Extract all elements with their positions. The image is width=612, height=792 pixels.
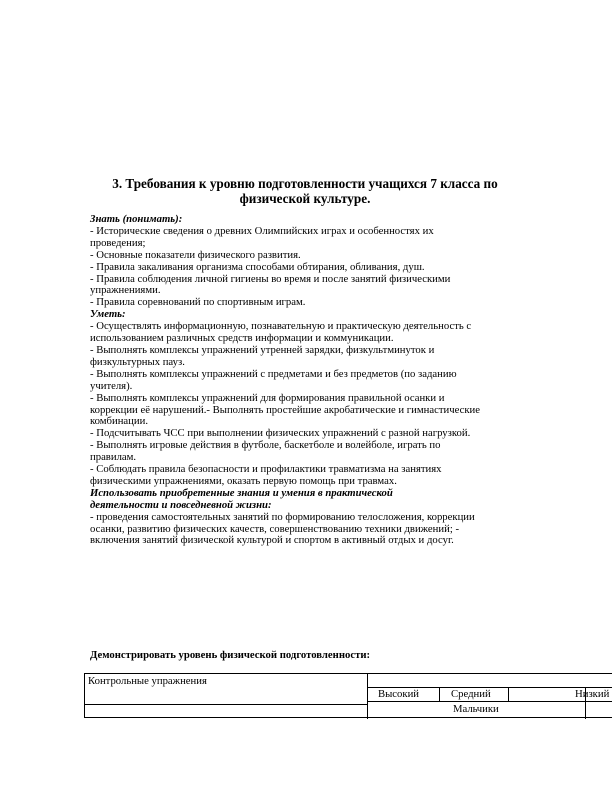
know-line: - Правила соревнований по спортивным играм. [90,296,306,309]
use-heading-line-2: деятельности и повседневной жизни: [90,498,272,511]
able-line: учителя). [90,379,133,392]
able-line: - Выполнять комплексы упражнений с предметами и без предметов (по заданию [90,367,457,380]
able-heading: Уметь: [90,308,126,321]
use-line: - проведения самостоятельных занятий по формированию телосложения, коррекции [90,510,475,523]
able-line: физкультурных пауз. [90,355,185,368]
able-line: комбинации. [90,415,149,428]
section-heading-line-2: физической культуре. [239,191,371,206]
table-row-divider [367,701,612,702]
know-line: упражнениями. [90,284,161,297]
able-line: использованием различных средств информации и коммуникации. [90,332,394,345]
table-column-divider [508,687,509,701]
use-list [90,512,530,548]
table-header-exercises: Контрольные упражнения [88,675,207,687]
table-row-divider [85,704,367,705]
table-header-level-low: Низкий [575,688,610,700]
know-line: - Правила соблюдения личной гигиены во время и после занятий физическими [90,272,451,285]
able-line: - Выполнять комплексы упражнений утренней зарядки, физкультминуток и [90,343,435,356]
know-heading: Знать (понимать): [90,213,183,225]
table-column-divider [367,674,368,719]
able-list [90,321,530,488]
able-line: - Выполнять комплексы упражнений для формирования правильной осанки и [90,391,445,404]
section-heading [90,176,520,206]
use-line: осанки, развитию физических качеств, совершенствованию техники движений; - [90,522,460,535]
able-line: физическими упражнениями, оказать первую помощь при травмах. [90,474,397,487]
know-line: - Исторические сведения о древних Олимпийских играх и особенностях их [90,224,434,237]
table-group-boys: Мальчики [453,703,499,715]
table-header-level-high: Высокий [378,688,420,700]
know-list [90,226,530,309]
able-line: - Подсчитывать ЧСС при выполнении физических упражнений с разной нагрузкой. [90,427,471,440]
know-line: - Правила закаливания организма способами обтирания, обливания, душ. [90,260,425,273]
table-header-level-medium: Средний [451,688,491,700]
able-line: коррекции её нарушений.- Выполнять простейшие акробатические и гимнастические [90,403,480,416]
demonstrate-heading: Демонстрировать уровень физической подготовленности: [90,649,371,661]
use-heading-line-1: Использовать приобретенные знания и умения в практической [90,486,393,499]
able-line: - Соблюдать правила безопасности и профилактики травматизма на занятиях [90,463,442,476]
able-line: - Осуществлять информационную, познавательную и практическую деятельность с [90,320,472,333]
table-column-divider [439,687,440,701]
know-line: - Основные показатели физического развития. [90,248,301,261]
fitness-standards-table [84,673,612,718]
use-line: включения занятий физической культурой и спортом в активный отдых и досуг. [90,534,454,547]
requirements-body [90,214,530,547]
know-line: проведения; [90,236,146,249]
able-line: - Выполнять игровые действия в футболе, баскетболе и волейболе, играть по [90,439,441,452]
section-heading-line-1: 3. Требования к уровню подготовленности учащихся 7 класса по [112,176,498,191]
able-line: правилам. [90,451,137,464]
